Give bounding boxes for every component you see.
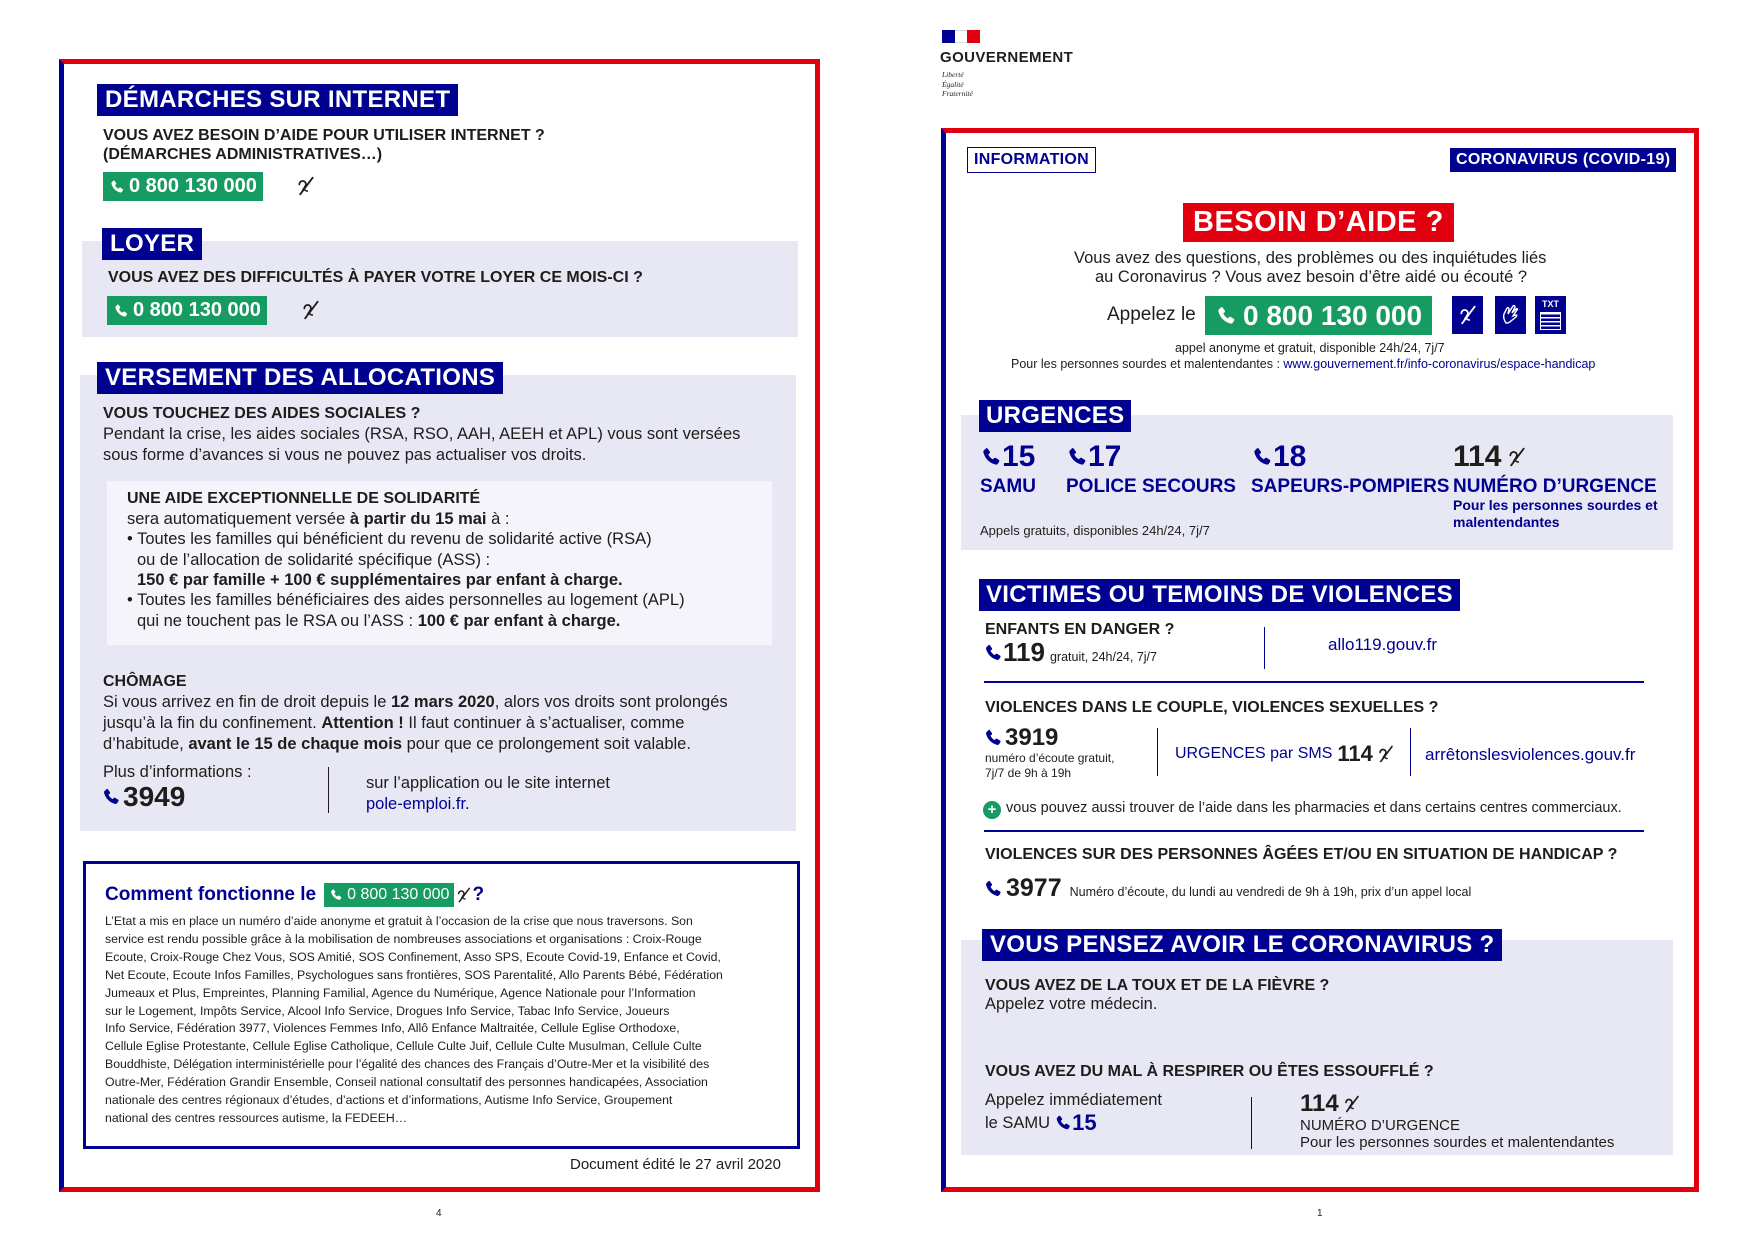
samu-label: SAMU [980,476,1036,497]
violences-separator-2 [984,830,1644,832]
sub-line-1: appel anonyme et gratuit, disponible 24h/24, 7j/7 [1175,341,1445,355]
comment-title [105,883,484,907]
corona-114[interactable] [1300,1090,1361,1118]
phone-icon [113,303,129,319]
edition-date: Document édité le 27 avril 2020 [570,1156,781,1173]
couple-sub-2: 7j/7 de 9h à 19h [985,766,1072,780]
sub-line-2-text: Pour les personnes sourdes et malentendantes : [1011,357,1284,371]
comment-line: nationale des centres régionaux d’études, d’actions et d’informations, Autisme Info Service, Groupement [105,1093,673,1108]
n114-label: NUMÉRO D’URGENCE [1453,476,1657,497]
violences-separator-1 [984,681,1644,683]
n114-sub-1: Pour les personnes sourdes et [1453,497,1658,513]
solidarity-bullet-2b [137,611,620,632]
deaf-ear-icon [1343,1093,1361,1115]
allocations-text-1: Pendant la crise, les aides sociales (RSA, RSO, AAH, AEEH et APL) vous sont versées [103,425,741,443]
motto-egalite: Égalité [942,79,964,89]
corona-a2-1: Appelez immédiatement [985,1091,1163,1109]
agees-phone[interactable] [983,874,1471,903]
marianne-flag-logo [942,30,980,43]
couple-phone[interactable] [983,724,1058,752]
violences-title: VICTIMES OU TEMOINS DE VIOLENCES [979,579,1460,611]
corona-114-number: 114 [1300,1090,1339,1117]
comment-phone-badge[interactable] [324,883,454,907]
chomage-divider [328,767,329,813]
internet-phone-number: 0 800 130 000 [129,175,257,197]
urgence-17[interactable] [1066,440,1121,474]
internet-question-sub: (DÉMARCHES ADMINISTRATIVES…) [103,146,383,163]
main-phone-number: 0 800 130 000 [1243,299,1423,331]
solidarity-line-1a: sera automatiquement versée [127,510,350,528]
phone-icon [329,888,343,902]
loyer-section-title: LOYER [102,228,202,260]
motto [942,70,973,99]
allocations-text-2: sous forme d’avances si vous ne pouvez pas actualiser vos droits. [103,446,587,464]
corona-title: VOUS PENSEZ AVOIR LE CORONAVIRUS ? [982,929,1502,961]
intro-line-2: au Coronavirus ? Vous avez besoin d’être aidé ou écouté ? [1095,268,1528,286]
pompiers-label: SAPEURS-POMPIERS [1251,476,1450,497]
chomage-deadline: avant le 15 de chaque mois [188,735,402,753]
police-number: 17 [1088,440,1122,473]
besoin-aide-title: BESOIN D’AIDE ? [1183,203,1454,242]
corona-divider [1251,1097,1252,1149]
chomage-line-3 [103,734,691,755]
corona-114-sub: Pour les personnes sourdes et malentendantes [1300,1134,1615,1151]
chomage-l2a: jusqu’à la fin du confinement. [103,714,322,732]
covid-label: CORONAVIRUS (COVID-19) [1450,148,1676,172]
sms-label: URGENCES par SMS [1175,745,1333,762]
comment-line: Bouddhiste, Délégation interministérielle pour l’égalité des chances des Français d’Outre-Mer et la visibilité des [105,1057,710,1072]
phone-icon [1054,1114,1072,1132]
corona-samu-label: le SAMU [985,1113,1051,1132]
police-label: POLICE SECOURS [1066,476,1236,497]
chomage-l3a: d’habitude, [103,735,189,753]
solidarity-bullet-2b-text: qui ne touchent pas le RSA ou l’ASS : [137,612,418,630]
loyer-phone-number: 0 800 130 000 [133,299,261,321]
comment-line: L’Etat a mis en place un numéro d’aide anonyme et gratuit à l’occasion de la crise que nous traversons. Son [105,914,693,928]
solidarity-bullet-2a: • Toutes les familles bénéficiaires des aides personnelles au logement (APL) [127,591,685,609]
chomage-l2c: Il faut continuer à s’actualiser, comme [403,714,685,732]
comment-line: Info Service, Fédération 3977, Violences Femmes Info, Allô Enfance Maltraitée, Cellule Eglise Orthodoxe, [105,1021,680,1036]
internet-question: VOUS AVEZ BESOIN D’AIDE POUR UTILISER INTERNET ? [103,127,545,144]
pharmacy-text: vous pouvez aussi trouver de l’aide dans les pharmacies et dans certains centres commerciaux. [1006,800,1622,816]
comment-line: Outre-Mer, Fédération Grandir Ensemble, Conseil national consultatif des personnes handicapées, Association [105,1075,708,1090]
comment-line: Ecoute, Croix-Rouge Chez Vous, SOS Amitié, SOS Confinement, Asso SPS, Ecoute Covid-19, Enfance et Covid, [105,949,721,964]
sms-urgence[interactable] [1175,741,1395,767]
solidarity-line-1c: à : [486,510,510,528]
internet-section-title: DÉMARCHES SUR INTERNET [97,84,458,116]
comment-line: Net Ecoute, Ecoute Infos Familles, Psychologues sans frontières, SOS Parentalité, Allo Parents Bébé, Fédération [105,967,723,982]
left-page-number: 4 [436,1208,442,1219]
sms-number: 114 [1337,741,1373,766]
txt-device-label: TXT [1542,299,1559,309]
enfants-divider [1264,627,1265,669]
agees-question: VIOLENCES SUR DES PERSONNES ÂGÉES ET/OU EN SITUATION DE HANDICAP ? [985,846,1618,863]
pole-emploi-link[interactable]: pole-emploi.fr. [366,795,470,813]
allocations-section-title: VERSEMENT DES ALLOCATIONS [97,362,503,394]
phone-icon [983,643,1003,663]
right-page-number: 1 [1317,1208,1323,1219]
enfants-phone[interactable] [983,637,1157,668]
corona-a1: Appelez votre médecin. [985,995,1158,1013]
corona-q2: VOUS AVEZ DU MAL À RESPIRER OU ÊTES ESSOUFFLÉ ? [985,1063,1434,1080]
solidarity-bullet-1b: ou de l’allocation de solidarité spécifique (ASS) : [137,551,491,569]
solidarity-line-1 [127,509,509,530]
deaf-ear-icon [301,298,321,322]
pompiers-number: 18 [1273,440,1307,473]
n114-number: 114 [1453,440,1502,473]
comment-line: Cellule Eglise Protestante, Cellule Eglise Catholique, Cellule Culte Juif, Cellule Culte Musulman, Cellule Culte [105,1039,702,1054]
chomage-heading: CHÔMAGE [103,673,187,690]
samu-number: 15 [1002,440,1036,473]
couple-divider-1 [1157,728,1158,776]
chomage-phone[interactable] [101,781,185,813]
solidarity-heading: UNE AIDE EXCEPTIONNELLE DE SOLIDARITÉ [127,490,481,507]
motto-liberte: Liberté [942,70,964,79]
chomage-l1c: , alors vos droits sont prolongés [494,693,728,711]
deaf-ear-icon [1507,444,1527,470]
deaf-ear-icon [456,885,472,905]
agees-number: 3977 [1006,874,1062,902]
solidarity-date: à partir du 15 mai [349,510,487,528]
phone-icon [980,446,1002,468]
solidarity-bullet-1a: • Toutes les familles qui bénéficient du revenu de solidarité active (RSA) [127,530,652,548]
phone-icon [101,787,121,807]
deaf-ear-icon [1452,296,1483,334]
phone-icon [983,879,1003,899]
chomage-l3c: pour que ce prolongement soit valable. [402,735,691,753]
comment-body [105,913,785,1128]
information-label: INFORMATION [967,147,1096,173]
n114-sub-2: malentendantes [1453,514,1560,530]
txt-device-icon [1535,296,1566,334]
plus-circle-icon: + [983,801,1001,819]
urgence-114[interactable] [1453,440,1527,474]
corona-114-label: NUMÉRO D’URGENCE [1300,1117,1461,1134]
comment-phone-number: 0 800 130 000 [347,886,450,903]
chomage-l1a: Si vous arrivez en fin de droit depuis le [103,693,391,711]
deaf-ear-icon [296,174,316,198]
internet-phone-badge[interactable] [103,172,263,201]
phone-icon [109,179,125,195]
phone-icon [1066,446,1088,468]
comment-line: service est rendu possible grâce à la mobilisation de nombreuses associations et organisations : Croix-Rouge [105,931,702,946]
deaf-ear-icon [1377,743,1395,765]
enfants-number: 119 [1003,637,1045,667]
urgence-15[interactable] [980,440,1035,474]
couple-question: VIOLENCES DANS LE COUPLE, VIOLENCES SEXUELLES ? [985,699,1439,716]
comment-line: national des centres ressources autisme, la FEDEEH… [105,1110,408,1125]
chomage-line-1 [103,692,728,713]
urgences-note: Appels gratuits, disponibles 24h/24, 7j/7 [980,523,1210,538]
gouvernement-label: GOUVERNEMENT [940,49,1074,66]
chomage-site-text: sur l’application ou le site internet [366,774,610,792]
main-phone-badge[interactable] [1205,296,1432,335]
couple-number: 3919 [1005,724,1059,751]
loyer-phone-badge[interactable] [107,296,267,325]
loyer-question: VOUS AVEZ DES DIFFICULTÉS À PAYER VOTRE LOYER CE MOIS-CI ? [108,269,643,286]
motto-fraternite: Fraternité [942,89,973,98]
solidarity-bullet-1c: 150 € par famille + 100 € supplémentaires par enfant à charge. [137,571,623,589]
agees-sub: Numéro d’écoute, du lundi au vendredi de 9h à 19h, prix d’un appel local [1069,884,1472,899]
couple-sub-1: numéro d’écoute gratuit, [985,751,1115,765]
comment-qmark: ? [472,884,485,905]
intro-line-1: Vous avez des questions, des problèmes ou des inquiétudes liés [1074,249,1547,267]
couple-divider-2 [1410,728,1411,776]
corona-samu-number: 15 [1072,1110,1097,1135]
comment-line: Jumeaux et Plus, Empreintes, Planning Familial, Agence du Numérique, Agence Nationale pour l’Information [105,985,696,1000]
call-label: Appelez le [1107,304,1196,325]
arretons-link[interactable]: arrêtonslesviolences.gouv.fr [1425,745,1636,764]
urgence-18[interactable] [1251,440,1306,474]
chomage-attention: Attention ! [321,714,404,732]
enfants-question: ENFANTS EN DANGER ? [985,621,1175,638]
phone-icon [1251,446,1273,468]
phone-icon [983,728,1003,748]
corona-a2-2[interactable] [985,1110,1097,1136]
enfants-sub: gratuit, 24h/24, 7j/7 [1049,650,1157,664]
comment-line: sur le Logement, Impôts Service, Alcool Info Service, Drogues Info Service, Tabac Info Service, Joueurs [105,1003,670,1018]
sub-line-2 [1011,357,1595,371]
corona-q1: VOUS AVEZ DE LA TOUX ET DE LA FIÈVRE ? [985,977,1330,994]
chomage-line-2 [103,713,684,734]
phone-icon [1215,305,1237,327]
chomage-more-info: Plus d’informations : [103,763,252,781]
chomage-phone-number: 3949 [123,781,186,812]
sign-language-icon [1495,296,1526,334]
allocations-question: VOUS TOUCHEZ DES AIDES SOCIALES ? [103,405,421,422]
chomage-date: 12 mars 2020 [391,693,495,711]
solidarity-bullet-2b-amount: 100 € par enfant à charge. [417,612,621,630]
handicap-link[interactable]: www.gouvernement.fr/info-coronavirus/espace-handicap [1283,357,1596,371]
comment-title-text: Comment fonctionne le [105,884,317,905]
urgences-title: URGENCES [979,400,1131,432]
allo119-link[interactable]: allo119.gouv.fr [1328,635,1437,654]
